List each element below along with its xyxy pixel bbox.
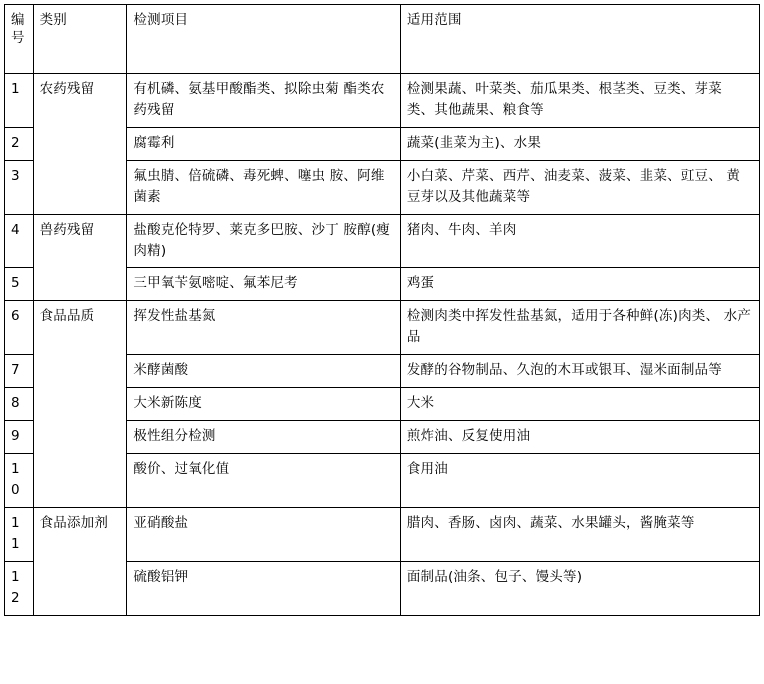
row-scope: 鸡蛋 [400,268,759,301]
row-item: 三甲氧苄氨嘧啶、氟苯尼考 [127,268,400,301]
row-item: 氟虫腈、倍硫磷、毒死蜱、噻虫 胺、阿维菌素 [127,160,400,214]
row-no: 9 [5,421,34,454]
row-item: 米酵菌酸 [127,355,400,388]
row-item: 亚硝酸盐 [127,507,400,561]
row-no: 3 [5,160,34,214]
row-scope: 食用油 [400,453,759,507]
row-item: 大米新陈度 [127,388,400,421]
row-item: 腐霉利 [127,127,400,160]
row-scope: 小白菜、芹菜、西芹、油麦菜、菠菜、韭菜、豇豆、 黄豆芽以及其他蔬菜等 [400,160,759,214]
row-scope: 大米 [400,388,759,421]
row-no: 12 [5,561,34,615]
row-scope: 蔬菜(韭菜为主)、水果 [400,127,759,160]
row-item: 酸价、过氧化值 [127,453,400,507]
table-row [5,74,760,128]
table-row [5,507,760,561]
row-scope: 检测肉类中挥发性盐基氮，适用于各种鲜(冻)肉类、 水产品 [400,301,759,355]
row-category: 食品品质 [33,301,127,507]
row-scope: 腊肉、香肠、卤肉、蔬菜、水果罐头，酱腌菜等 [400,507,759,561]
row-no: 6 [5,301,34,355]
row-scope: 猪肉、牛肉、羊肉 [400,214,759,268]
table-row [5,301,760,355]
table-row [5,214,760,268]
row-scope: 面制品(油条、包子、馒头等) [400,561,759,615]
row-item: 挥发性盐基氮 [127,301,400,355]
row-category: 农药残留 [33,74,127,215]
row-scope: 检测果蔬、叶菜类、茄瓜果类、根茎类、豆类、芽菜 类、其他蔬果、粮食等 [400,74,759,128]
header-category: 类别 [33,5,127,74]
row-no: 11 [5,507,34,561]
row-item: 硫酸铝钾 [127,561,400,615]
row-no: 2 [5,127,34,160]
row-category: 食品添加剂 [33,507,127,615]
row-no: 8 [5,388,34,421]
row-no: 4 [5,214,34,268]
row-item: 极性组分检测 [127,421,400,454]
detection-items-table [4,4,760,616]
row-scope: 发酵的谷物制品、久泡的木耳或银耳、湿米面制品等 [400,355,759,388]
row-scope: 煎炸油、反复使用油 [400,421,759,454]
header-scope: 适用范围 [400,5,759,74]
row-no: 5 [5,268,34,301]
header-no: 编号 [5,5,34,74]
table-header-row [5,5,760,74]
row-no: 1 [5,74,34,128]
row-category: 兽药残留 [33,214,127,301]
row-no: 7 [5,355,34,388]
header-item: 检测项目 [127,5,400,74]
row-item: 有机磷、氨基甲酸酯类、拟除虫菊 酯类农药残留 [127,74,400,128]
row-item: 盐酸克伦特罗、莱克多巴胺、沙丁 胺醇(瘦肉精) [127,214,400,268]
row-no: 10 [5,453,34,507]
